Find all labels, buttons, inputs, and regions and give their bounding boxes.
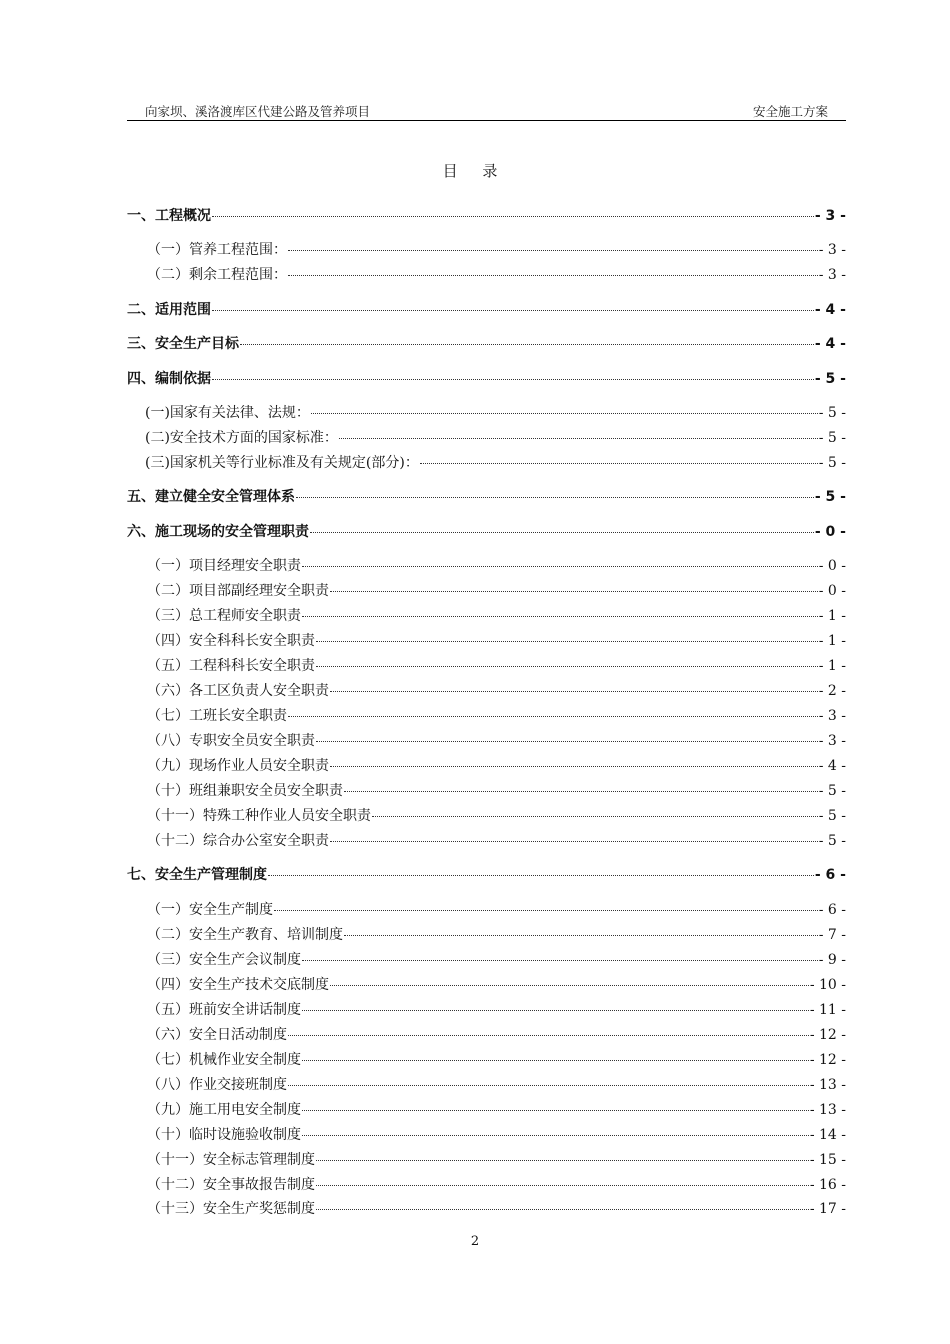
- toc-entry-label: 一、工程概况: [127, 208, 211, 224]
- toc-entry-label: （四）安全科科长安全职责: [147, 633, 315, 649]
- toc-entry-label: （二）项目部副经理安全职责: [147, 583, 329, 599]
- toc-section-entry[interactable]: [147, 753, 846, 773]
- toc-section-entry[interactable]: [147, 897, 846, 917]
- page-header: [127, 100, 846, 121]
- toc-entry-page-number: - 4 -: [814, 336, 846, 352]
- toc-leader-dots: [339, 422, 818, 439]
- toc-section-entry[interactable]: [147, 828, 846, 848]
- toc-entry-label: 二、适用范围: [127, 302, 211, 318]
- toc-entry-page-number: - 5 -: [818, 430, 846, 446]
- toc-leader-dots: [330, 575, 818, 592]
- toc-entry-page-number: - 15 -: [809, 1152, 846, 1168]
- toc-leader-dots: [344, 775, 818, 792]
- toc-leader-dots: [330, 750, 818, 767]
- toc-chapter-entry[interactable]: [127, 366, 846, 386]
- toc-entry-page-number: - 1 -: [818, 608, 846, 624]
- toc-chapter-entry[interactable]: [127, 484, 846, 504]
- toc-section-entry[interactable]: [147, 803, 846, 823]
- toc-entry-page-number: - 12 -: [809, 1027, 846, 1043]
- toc-entry-page-number: - 1 -: [818, 658, 846, 674]
- toc-entry-label: （六）安全日活动制度: [147, 1027, 287, 1043]
- toc-entry-label: 七、安全生产管理制度: [127, 867, 267, 883]
- toc-entry-label: （十三）安全生产奖惩制度: [147, 1201, 315, 1217]
- toc-section-entry[interactable]: [147, 1097, 846, 1117]
- toc-leader-dots: [288, 1069, 809, 1086]
- toc-leader-dots: [212, 363, 814, 380]
- toc-entry-label: （一）项目经理安全职责: [147, 558, 301, 574]
- toc-leader-dots: [316, 625, 818, 642]
- toc-entry-page-number: - 5 -: [818, 455, 846, 471]
- toc-leader-dots: [316, 1144, 809, 1161]
- toc-entry-page-number: - 6 -: [818, 902, 846, 918]
- toc-entry-label: （一）安全生产制度: [147, 902, 273, 918]
- toc-entry-label: （一）管养工程范围：: [147, 242, 287, 258]
- toc-leader-dots: [288, 700, 818, 717]
- toc-section-entry[interactable]: [147, 1196, 846, 1216]
- toc-leader-dots: [330, 675, 818, 692]
- toc-entry-page-number: - 4 -: [814, 302, 846, 318]
- toc-entry-label: （二）安全生产教育、培训制度: [147, 927, 343, 943]
- toc-leader-dots: [302, 944, 818, 961]
- toc-section-entry[interactable]: [147, 1072, 846, 1092]
- toc-entry-label: （十）班组兼职安全员安全职责: [147, 783, 343, 799]
- toc-leader-dots: [330, 969, 809, 986]
- toc-entry-page-number: - 1 -: [818, 633, 846, 649]
- toc-entry-page-number: - 3 -: [818, 267, 846, 283]
- toc-section-entry[interactable]: [147, 1122, 846, 1142]
- toc-entry-page-number: - 12 -: [809, 1052, 846, 1068]
- toc-section-entry[interactable]: [147, 678, 846, 698]
- toc-section-entry[interactable]: [147, 1147, 846, 1167]
- toc-section-entry[interactable]: [147, 553, 846, 573]
- toc-entry-page-number: - 4 -: [818, 758, 846, 774]
- toc-section-entry[interactable]: [145, 400, 846, 420]
- toc-entry-label: （十二）安全事故报告制度: [147, 1177, 315, 1193]
- page-number: 2: [470, 1234, 480, 1249]
- toc-leader-dots: [310, 516, 814, 533]
- toc-entry-page-number: - 3 -: [814, 208, 846, 224]
- toc-chapter-entry[interactable]: [127, 297, 846, 317]
- toc-leader-dots: [302, 1119, 809, 1136]
- toc-section-entry[interactable]: [147, 922, 846, 942]
- toc-section-entry[interactable]: [147, 1047, 846, 1067]
- toc-leader-dots: [296, 481, 814, 498]
- toc-entry-page-number: - 3 -: [818, 242, 846, 258]
- toc-entry-page-number: - 9 -: [818, 952, 846, 968]
- toc-leader-dots: [316, 725, 818, 742]
- toc-leader-dots: [330, 825, 818, 842]
- toc-entry-page-number: - 0 -: [814, 524, 846, 540]
- toc-section-entry[interactable]: [147, 1022, 846, 1042]
- toc-entry-label: （九）施工用电安全制度: [147, 1102, 301, 1118]
- toc-chapter-entry[interactable]: [127, 203, 846, 223]
- toc-leader-dots: [316, 650, 818, 667]
- toc-entry-label: （六）各工区负责人安全职责: [147, 683, 329, 699]
- toc-leader-dots: [302, 1094, 809, 1111]
- toc-entry-page-number: - 5 -: [814, 371, 846, 387]
- toc-entry-label: （八）专职安全员安全职责: [147, 733, 315, 749]
- toc-entry-label: （八）作业交接班制度: [147, 1077, 287, 1093]
- toc-leader-dots: [372, 800, 818, 817]
- toc-title: 目 录: [442, 162, 508, 180]
- toc-entry-label: 六、施工现场的安全管理职责: [127, 524, 309, 540]
- header-project-name: 向家坝、溪洛渡库区代建公路及管养项目: [145, 104, 371, 119]
- toc-leader-dots: [288, 234, 818, 251]
- toc-entry-label: （九）现场作业人员安全职责: [147, 758, 329, 774]
- toc-leader-dots: [302, 600, 818, 617]
- toc-section-entry[interactable]: [147, 578, 846, 598]
- toc-entry-label: (一)国家有关法律、法规：: [145, 405, 310, 421]
- toc-entry-page-number: - 14 -: [809, 1127, 846, 1143]
- toc-entry-label: （十二）综合办公室安全职责: [147, 833, 329, 849]
- toc-leader-dots: [302, 994, 809, 1011]
- toc-entry-label: （五）工程科科长安全职责: [147, 658, 315, 674]
- toc-section-entry[interactable]: [147, 628, 846, 648]
- toc-section-entry[interactable]: [147, 703, 846, 723]
- toc-entry-label: （三）安全生产会议制度: [147, 952, 301, 968]
- toc-leader-dots: [240, 328, 814, 345]
- toc-entry-label: （五）班前安全讲话制度: [147, 1002, 301, 1018]
- toc-entry-page-number: - 10 -: [809, 977, 846, 993]
- toc-leader-dots: [302, 1044, 809, 1061]
- toc-entry-label: (二)安全技术方面的国家标准：: [145, 430, 338, 446]
- toc-section-entry[interactable]: [147, 728, 846, 748]
- toc-section-entry[interactable]: [145, 450, 846, 470]
- toc-entry-label: （十一）特殊工种作业人员安全职责: [147, 808, 371, 824]
- toc-entry-page-number: - 11 -: [809, 1002, 846, 1018]
- toc-section-entry[interactable]: [147, 237, 846, 257]
- toc-entry-page-number: - 0 -: [818, 583, 846, 599]
- toc-entry-page-number: - 17 -: [809, 1201, 846, 1217]
- toc-section-entry[interactable]: [147, 972, 846, 992]
- toc-leader-dots: [316, 1193, 809, 1210]
- toc-entry-page-number: - 16 -: [809, 1177, 846, 1193]
- toc-entry-page-number: - 5 -: [818, 405, 846, 421]
- toc-chapter-entry[interactable]: [127, 331, 846, 351]
- toc-section-entry[interactable]: [147, 262, 846, 282]
- toc-entry-page-number: - 5 -: [818, 833, 846, 849]
- toc-entry-label: （十）临时设施验收制度: [147, 1127, 301, 1143]
- toc-leader-dots: [212, 294, 814, 311]
- toc-leader-dots: [311, 397, 818, 414]
- toc-chapter-entry[interactable]: [127, 862, 846, 882]
- toc-leader-dots: [274, 894, 818, 911]
- toc-entry-label: （四）安全生产技术交底制度: [147, 977, 329, 993]
- toc-leader-dots: [288, 259, 818, 276]
- toc-section-entry[interactable]: [147, 603, 846, 623]
- toc-leader-dots: [420, 447, 818, 464]
- toc-entry-label: （七）工班长安全职责: [147, 708, 287, 724]
- toc-entry-label: （七）机械作业安全制度: [147, 1052, 301, 1068]
- toc-section-entry[interactable]: [147, 997, 846, 1017]
- toc-leader-dots: [212, 200, 814, 217]
- toc-entry-label: （十一）安全标志管理制度: [147, 1152, 315, 1168]
- toc-entry-label: 五、建立健全安全管理体系: [127, 489, 295, 505]
- toc-entry-page-number: - 5 -: [818, 783, 846, 799]
- toc-entry-page-number: - 5 -: [818, 808, 846, 824]
- toc-entry-page-number: - 13 -: [809, 1077, 846, 1093]
- toc-chapter-entry[interactable]: [127, 519, 846, 539]
- toc-entry-label: （二）剩余工程范围：: [147, 267, 287, 283]
- header-document-title: 安全施工方案: [752, 104, 828, 119]
- toc-entry-page-number: - 6 -: [814, 867, 846, 883]
- toc-entry-page-number: - 5 -: [814, 489, 846, 505]
- toc-entry-page-number: - 0 -: [818, 558, 846, 574]
- toc-section-entry[interactable]: [147, 653, 846, 673]
- toc-entry-label: 四、编制依据: [127, 371, 211, 387]
- toc-entry-page-number: - 3 -: [818, 733, 846, 749]
- toc-entry-label: (三)国家机关等行业标准及有关规定(部分)：: [145, 455, 419, 471]
- toc-entry-label: （三）总工程师安全职责: [147, 608, 301, 624]
- toc-leader-dots: [302, 550, 818, 567]
- toc-leader-dots: [268, 859, 814, 876]
- toc-entry-page-number: - 7 -: [818, 927, 846, 943]
- toc-entry-page-number: - 2 -: [818, 683, 846, 699]
- toc-leader-dots: [288, 1019, 809, 1036]
- toc-entry-page-number: - 13 -: [809, 1102, 846, 1118]
- toc-section-entry[interactable]: [147, 778, 846, 798]
- toc-entry-label: 三、安全生产目标: [127, 336, 239, 352]
- toc-section-entry[interactable]: [147, 947, 846, 967]
- toc-leader-dots: [344, 919, 818, 936]
- toc-leader-dots: [316, 1169, 809, 1186]
- toc-section-entry[interactable]: [145, 425, 846, 445]
- toc-section-entry[interactable]: [147, 1172, 846, 1192]
- toc-entry-page-number: - 3 -: [818, 708, 846, 724]
